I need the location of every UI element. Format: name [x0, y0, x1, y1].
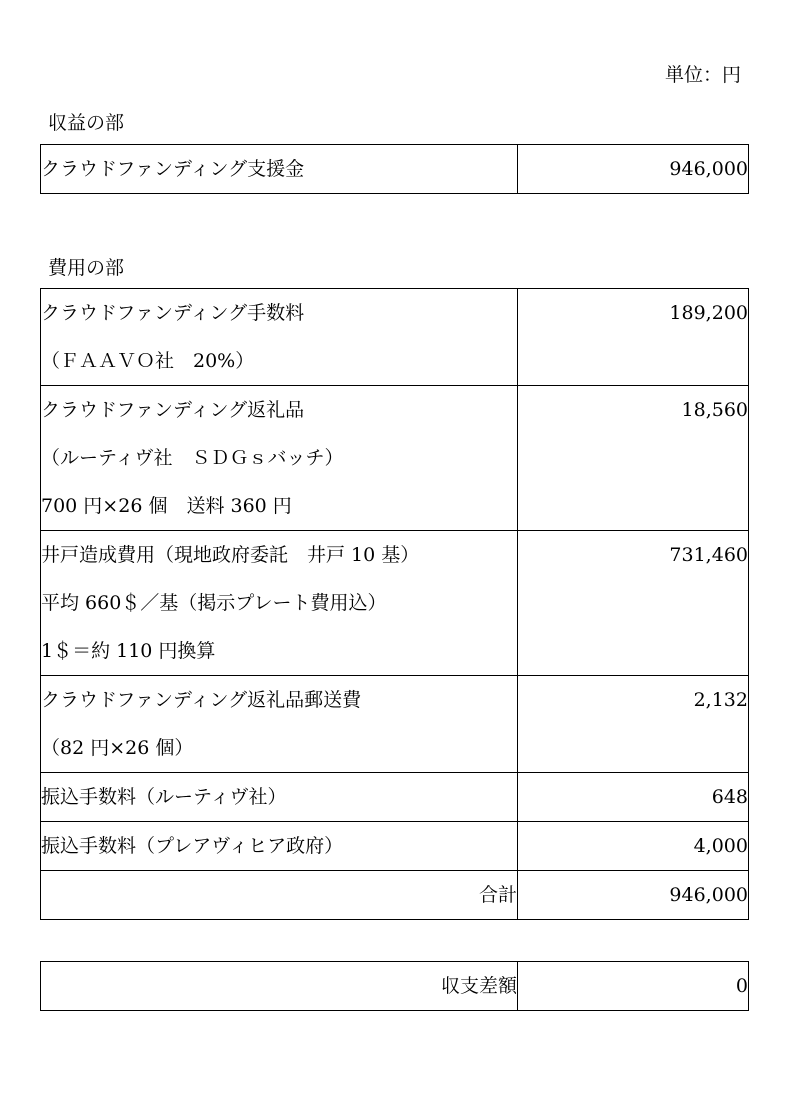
expense-row [41, 676, 749, 773]
income-table [40, 144, 749, 194]
expense-amount-cell [518, 531, 749, 676]
expense-description-line: 700 円×26 個 送料 360 円 [41, 495, 292, 517]
expense-description-cell [41, 676, 518, 773]
expense-description-cell [41, 822, 518, 871]
expense-section-title: 費用の部 [48, 257, 125, 279]
expense-description-cell [41, 531, 518, 676]
expense-description-line: 平均 660＄／基（掲示プレート費用込） [41, 592, 387, 614]
expense-row [41, 531, 749, 676]
expense-description-line: 井戸造成費用（現地政府委託 井戸 10 基） [41, 544, 420, 566]
expense-description-line: 振込手数料（プレアヴィヒア政府） [41, 835, 344, 857]
expense-description-cell [41, 289, 518, 386]
expense-amount: 189,200 [669, 302, 748, 324]
expense-row [41, 289, 749, 386]
expense-amount: 2,132 [693, 689, 748, 711]
expense-description-cell [41, 773, 518, 822]
expense-table [40, 288, 749, 920]
income-description: クラウドファンディング支援金 [41, 158, 305, 180]
expense-amount-cell [518, 773, 749, 822]
expense-description-line: （ＦＡＡＶＯ社 20%） [41, 350, 255, 372]
expense-total-amount-cell [518, 871, 749, 920]
expense-amount-cell [518, 386, 749, 531]
income-amount: 946,000 [669, 158, 748, 180]
expense-description-line: 振込手数料（ルーティヴ社） [41, 786, 287, 808]
expense-total-label: 合計 [478, 884, 517, 906]
balance-label: 収支差額 [440, 975, 517, 997]
expense-amount-cell [518, 676, 749, 773]
expense-amount: 18,560 [681, 399, 748, 421]
income-row [41, 145, 749, 194]
expense-amount-cell [518, 289, 749, 386]
expense-row [41, 822, 749, 871]
income-section-title: 収益の部 [48, 112, 125, 134]
income-description-cell [41, 145, 518, 194]
expense-description-cell [41, 386, 518, 531]
expense-row [41, 773, 749, 822]
balance-table [40, 961, 749, 1011]
balance-label-cell [41, 962, 518, 1011]
expense-row [41, 386, 749, 531]
expense-description-line: （82 円×26 個） [41, 737, 194, 759]
expense-description-line: クラウドファンディング返礼品 [41, 399, 305, 421]
balance-row [41, 962, 749, 1011]
expense-total-row [41, 871, 749, 920]
unit-label: 単位：円 [664, 64, 741, 86]
balance-amount: 0 [735, 975, 748, 997]
expense-description-line: 1＄＝約 110 円換算 [41, 640, 216, 662]
expense-description-line: （ルーティヴ社 ＳＤＧｓバッチ） [41, 447, 344, 469]
expense-amount: 731,460 [669, 544, 748, 566]
expense-description-line: クラウドファンディング手数料 [41, 302, 305, 324]
income-amount-cell [518, 145, 749, 194]
expense-amount: 4,000 [693, 835, 748, 857]
expense-amount-cell [518, 822, 749, 871]
balance-amount-cell [518, 962, 749, 1011]
expense-total-amount: 946,000 [669, 884, 748, 906]
expense-description-line: クラウドファンディング返礼品郵送費 [41, 689, 362, 711]
expense-amount: 648 [711, 786, 748, 808]
expense-total-label-cell [41, 871, 518, 920]
